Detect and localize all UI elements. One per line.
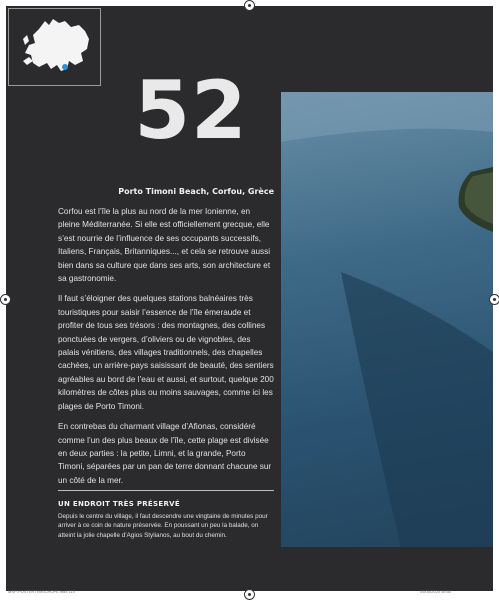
paragraph: Il faut s’éloigner des quelques stations balnéaires très touristiques pour saisir l’essence de l’île émeraude et profiter de tous ses trésors : des montagnes, des collines ponctuées de vergers, d’oliviers ou de vignobles, des palais vénitiens, des villages traditionnels, des chapelles cachées, un arrière-pays saisissant de beauté, des sentiers agréables au bord de l’eau et aussi, et surtout, quelque 200 kilomètres de côtes plus ou moins sauvages, comme ici les plages de Porto Timoni. xyxy=(58,294,274,411)
location-marker-icon xyxy=(62,64,68,70)
slug-left: MSP-POSTERTINISCHOPE.indd 110 xyxy=(8,589,75,594)
page xyxy=(6,6,493,591)
paragraph: Corfou est l’île la plus au nord de la mer Ionienne, en pleine Méditerranée. Si elle est officiellement grecque, elle s’est nourrie de l’influence de ses occupants successifs, Italiens, Français, Britanniques..., et cela se retrouve aussi bien dans sa culture que dans ses arts, son architecture et sa gastronomie. xyxy=(58,207,271,284)
registration-mark xyxy=(489,294,499,305)
subtitle: Porto Timoni Beach, Corfou, Grèce xyxy=(118,187,274,196)
europe-map-icon xyxy=(9,9,100,85)
paragraph: En contrebas du charmant village d’Afionas, considéré comme l’un des plus beaux de l’île, cette plage est divisée en deux parties : la petite, Limni, et la grande, Porto Timoni, séparées par un pan de terre donnant chacune sur un côté de la mer. xyxy=(58,422,272,485)
box-title: UN ENDROIT TRÈS PRÉSERVÉ xyxy=(58,500,180,508)
body-text xyxy=(58,205,274,494)
divider xyxy=(58,490,274,491)
box-text: Depuis le centre du village, il faut descendre une vingtaine de minutes pour arriver à ce coin de nature préservée. En poussant un peu la balade, on atteint la jolie chapelle d’Agios Stylianos, au bout du chemin. xyxy=(58,513,268,539)
chapter-number: 52 xyxy=(134,64,248,157)
registration-mark xyxy=(244,0,255,11)
beach-photo xyxy=(281,92,493,547)
registration-mark xyxy=(0,294,11,305)
europe-map-box xyxy=(8,8,101,86)
slug-right: 05/05/2020 08:50 xyxy=(420,589,452,594)
registration-mark xyxy=(244,589,255,600)
